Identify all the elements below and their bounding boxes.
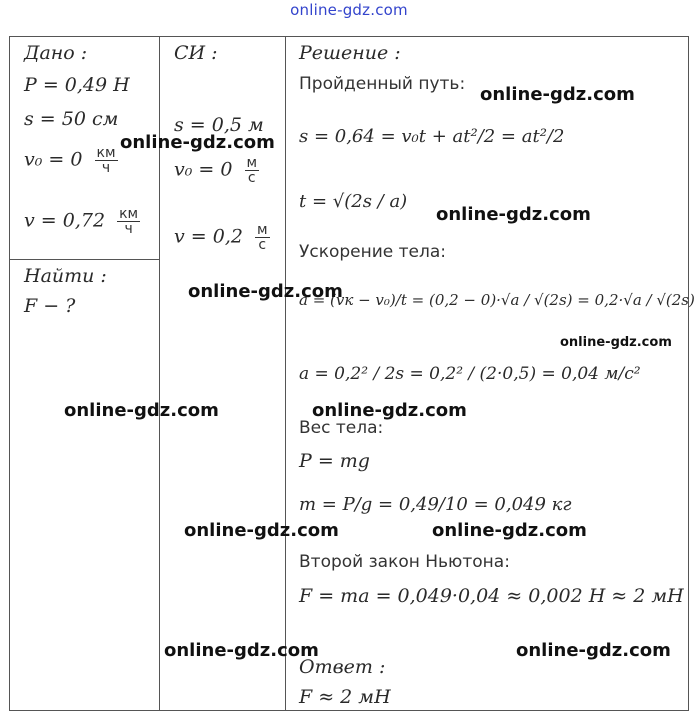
find-heading: Найти : (24, 265, 107, 287)
si-final-speed (174, 223, 270, 252)
watermark: online-gdz.com (312, 400, 467, 421)
unit-den: ч (101, 160, 111, 176)
watermark: online-gdz.com (436, 204, 591, 225)
si-distance: s = 0,5 м (174, 114, 264, 136)
row-divider (9, 259, 159, 260)
unit-num: м (257, 222, 268, 238)
watermark: online-gdz.com (164, 640, 319, 661)
equation-acceleration-2: a = 0,2² / 2s = 0,2² / (2·0,5) = 0,04 м/с² (299, 364, 641, 384)
unit-num: км (96, 145, 116, 161)
si-v0-unit (245, 156, 260, 185)
given-final-speed (24, 207, 140, 236)
watermark: online-gdz.com (188, 281, 343, 302)
find-item: F − ? (24, 295, 76, 317)
watermark: online-gdz.com (432, 520, 587, 541)
given-v-lhs: v = 0,72 (24, 209, 106, 232)
given-v0-unit (95, 146, 118, 175)
watermark: online-gdz.com (64, 400, 219, 421)
watermark: online-gdz.com (184, 520, 339, 541)
unit-den: с (258, 237, 267, 253)
watermark: online-gdz.com (480, 84, 635, 105)
given-v-unit (117, 207, 140, 236)
watermark: online-gdz.com (560, 335, 672, 350)
column-divider-2 (285, 36, 286, 711)
equation-force: F = ma = 0,049·0,04 ≈ 0,002 Н ≈ 2 мН (299, 585, 684, 607)
newton-title: Второй закон Ньютона: (299, 552, 510, 572)
answer-heading: Ответ : (299, 656, 386, 678)
unit-den: с (247, 170, 256, 186)
watermark: online-gdz.com (120, 132, 275, 153)
given-v0-lhs: v₀ = 0 (24, 148, 83, 171)
given-initial-speed (24, 146, 118, 175)
given-weight: P = 0,49 Н (24, 74, 130, 96)
acceleration-title: Ускорение тела: (299, 242, 447, 262)
si-heading: СИ : (174, 42, 218, 64)
unit-num: км (119, 206, 139, 222)
si-v-lhs: v = 0,2 (174, 225, 243, 248)
given-heading: Дано : (24, 42, 88, 64)
solution-heading: Решение : (299, 42, 401, 64)
si-v-unit (255, 223, 270, 252)
equation-distance: s = 0,64 = v₀t + at²/2 = at²/2 (299, 126, 565, 147)
si-initial-speed (174, 156, 259, 185)
watermark: online-gdz.com (516, 640, 671, 661)
answer-value: F ≈ 2 мН (299, 686, 391, 708)
equation-acceleration-1: a = (vк − v₀)/t = (0,2 − 0)·√a / √(2s) = 0,2·√a / √(2s) (299, 291, 695, 309)
site-header: online-gdz.com (290, 1, 408, 19)
equation-mass: m = P/g = 0,49/10 = 0,049 кг (299, 494, 572, 515)
si-v0-lhs: v₀ = 0 (174, 158, 233, 181)
weight-title: Вес тела: (299, 418, 384, 438)
unit-den: ч (124, 221, 133, 237)
unit-num: м (246, 155, 258, 171)
path-title: Пройденный путь: (299, 74, 466, 94)
equation-time: t = √(2s / a) (299, 191, 408, 212)
given-distance: s = 50 см (24, 108, 119, 130)
equation-weight: P = mg (299, 450, 370, 472)
